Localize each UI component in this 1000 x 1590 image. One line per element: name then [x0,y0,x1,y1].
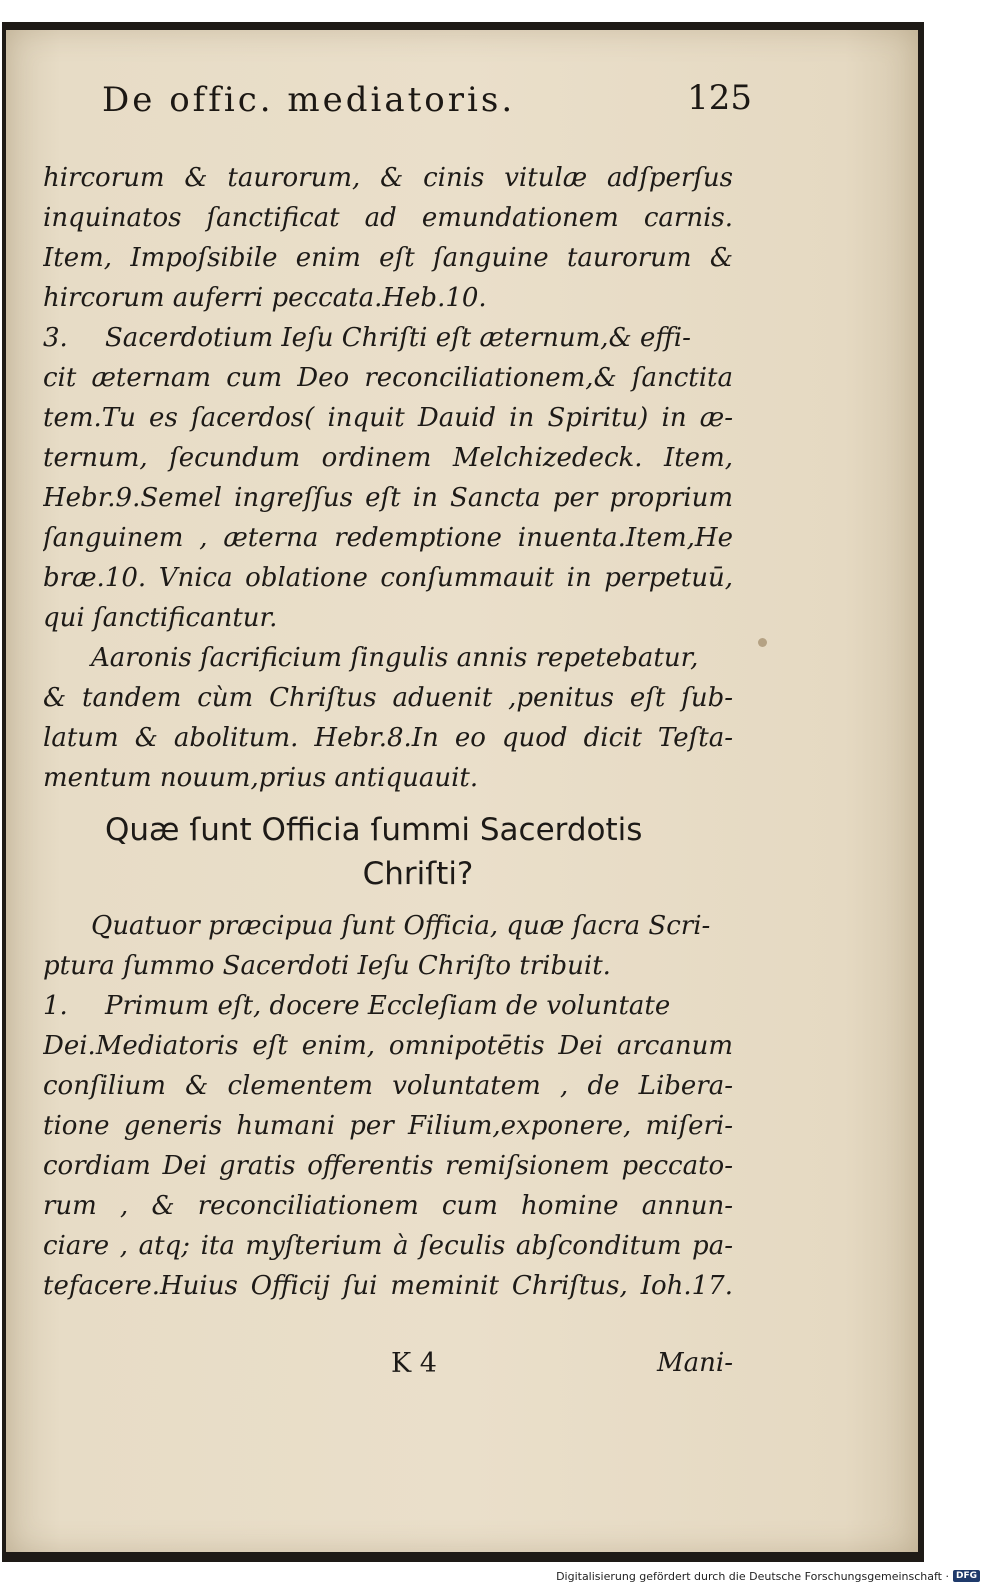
text-line: rum , & reconciliationem cum homine annun- [43,1191,733,1221]
text-line: hircorum & taurorum, & cinis vitulæ adſperſus [43,163,733,193]
text-line: Dei.Mediatoris eſt enim, omnipotētis Dei arcanum [43,1031,733,1061]
paragraph-3-first-line [43,318,733,358]
catchword: Mani- [657,1348,733,1378]
text-line: ternum, ſecundum ordinem Melchizedeck. Item, [43,443,733,473]
text-span: Primum eſt, docere Eccleſiam de voluntate [105,991,671,1021]
text-line: latum & abolitum. Hebr.8.In eo quod dicit Teſta- [43,723,733,753]
signature-mark: K 4 [391,1348,437,1379]
signature-line [43,1348,733,1388]
paper-stain [758,638,767,647]
text-line: cordiam Dei gratis offerentis remiſsionem peccato- [43,1151,733,1181]
running-head [102,74,752,134]
text-line: ſanguinem , æterna redemptione inuenta.Item,He [43,523,733,553]
paragraph-aaron-first-line: Aaronis ſacrificium ſingulis annis repetebatur, [91,643,699,673]
text-span: Sacerdotium Ieſu Chriſti eſt æternum,& effi- [105,323,691,353]
paragraph-1-first-line [43,986,733,1026]
text-line: conſilium & clementem voluntatem , de Libera- [43,1071,733,1101]
text-line: hircorum auferri peccata.Heb.10. [43,283,487,313]
paragraph-number: 1. [43,991,68,1021]
digitization-footer [556,1568,980,1584]
text-line: bræ.10. Vnica oblatione conſummauit in perpetuū, [43,563,733,593]
section-heading: Quæ ſunt Officia ſummi Sacerdotis [105,812,643,848]
paragraph-number: 3. [43,323,68,353]
text-line: ciare , atq; ita myſterium à ſeculis abſconditum pa- [43,1231,733,1261]
text-line: Hebr.9.Semel ingreſſus eſt in Sancta per proprium [43,483,733,513]
text-line: & tandem cùm Chriſtus aduenit ,penitus eſt ſub- [43,683,733,713]
text-line: inquinatos ſanctificat ad emundationem carnis. [43,203,733,233]
text-line: tione generis humani per Filium,exponere, miſeri- [43,1111,733,1141]
text-line: qui ſanctificantur. [43,603,278,633]
text-line: ptura ſummo Sacerdoti Ieſu Chriſto tribuit. [43,951,611,981]
text-line: tefacere.Huius Officij ſui meminit Chriſtus, Ioh.17. [43,1271,733,1301]
text-line: Item, Impoſsibile enim eſt ſanguine taurorum & [43,243,733,273]
page-number: 125 [687,78,752,118]
book-page [6,30,918,1552]
text-line: cit æternam cum Deo reconciliationem,& ſanctita [43,363,733,393]
text-line: mentum nouum,prius antiquauit. [43,763,479,793]
running-head-title: De offic. mediatoris. [102,80,516,120]
footer-credit: Digitalisierung gefördert durch die Deutsche Forschungsgemeinschaft · [556,1569,949,1583]
text-block [43,158,733,1306]
answer-first-line: Quatuor præcipua ſunt Officia, quæ ſacra Scri- [91,911,711,941]
text-line: tem.Tu es ſacerdos( inquit Dauid in Spiritu) in æ- [43,403,733,433]
section-heading-cont: Chriſti? [362,856,474,892]
dfg-logo: DFG [953,1570,980,1582]
